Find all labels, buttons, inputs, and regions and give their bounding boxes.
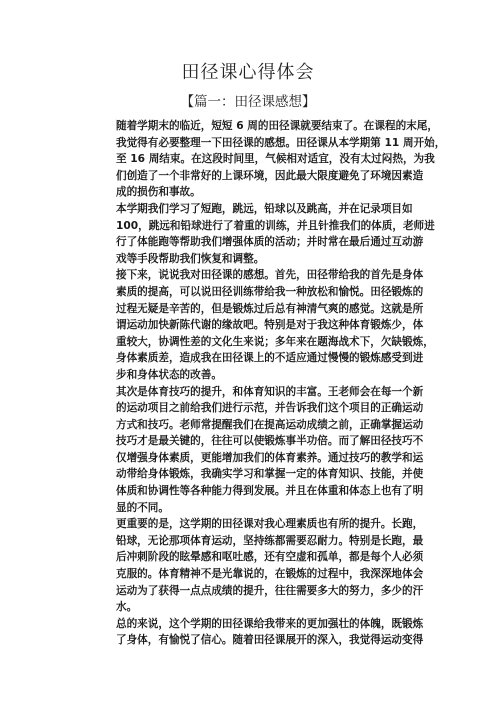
body-text-line: 100，跳远和铅球进行了着重的训练，并且针推我们的体质，老师进 [116, 219, 435, 232]
document-body [116, 118, 476, 649]
body-text-line: 动带给身体锻炼，我确实学习和掌握一定的体育知识、技能，并使 [116, 468, 424, 481]
body-text-line: 本学期我们学习了短跑，跳远，铅球以及跳高，并在记录项目如 [116, 202, 413, 215]
body-text-line: 至 16 周结束。在这段时间里，气候相对适宜，没有太过闷热，为我 [116, 153, 435, 166]
body-text-line: 其次是体育技巧的提升，和体育知识的丰富。王老师会在每一个新 [116, 385, 424, 398]
body-text-line: 铅球，无论那项体育运动，坚持练都需要忍耐力。特别是长跑，最 [116, 534, 424, 547]
body-text-line: 仅增强身体素质，更能增加我们的体育素养。通过技巧的教学和运 [116, 451, 424, 464]
body-text-line: 方式和技巧。老师常提醒我们在提高运动成绩之前，正确掌握运动 [116, 418, 424, 431]
body-text-line: 总的来说，这个学期的田径课给我带来的更加强壮的体魄，既锻炼 [116, 617, 424, 630]
document-subtitle: 【篇一：田径课感想】 [180, 94, 316, 110]
body-text-line: 克服的。体育精神不是光靠说的，在锻炼的过程中，我深深地体会 [116, 568, 424, 581]
body-text-line: 接下来，说说我对田径课的感想。首先，田径带给我的首先是身体 [116, 269, 424, 282]
body-text-line: 技巧才是最关键的，往往可以使锻炼事半功倍。而了解田径技巧不 [116, 435, 424, 448]
body-text-line: 更重要的是，这学期的田径课对我心理素质也有所的提升。长跑， [116, 518, 424, 531]
body-text-line: 过程无疑是辛苦的，但是锻炼过后总有神清气爽的感觉。这就是所 [116, 302, 424, 315]
document-title: 田径课心得体会 [181, 62, 315, 83]
body-text-line: 重较大，协调性差的文化生来说；多年来在题海战术下，欠缺锻炼， [116, 335, 434, 348]
body-text-line: 运动为了获得一点点成绩的提升，往往需要多大的努力，多少的汗 [116, 584, 424, 597]
body-text-line: 身体素质差，造成我在田径课上的不适应通过慢慢的锻炼感受到进 [116, 352, 424, 365]
body-text-line: 谓运动加快新陈代谢的缘故吧。特别是对于我这种体育锻炼少，体 [116, 319, 424, 332]
body-text-line: 们创造了一个非常好的上课环境，因此最大限度避免了环境因素造 [116, 169, 424, 182]
body-text-line: 随着学期末的临近，短短 6 周的田径课就要结束了。在课程的末尾， [116, 120, 438, 132]
body-text-line: 水。 [116, 601, 138, 614]
body-text-line: 行了体能跑等帮助我们增强体质的活动；并时常在最后通过互动游 [116, 236, 424, 249]
body-text-line: 了身体，有愉悦了信心。随着田径课展开的深入，我觉得运动变得 [116, 634, 424, 647]
body-text-line: 我觉得有必要整理一下田径课的感想。田径课从本学期第 11 周开始， [116, 136, 446, 149]
body-text-line: 戏等手段帮助我们恢复和调整。 [116, 252, 265, 265]
body-text-line: 的运动项目之前给我们进行示范，并告诉我们这个项目的正确运动 [116, 402, 424, 415]
body-text-line: 后冲刺阶段的眩晕感和呕吐感，还有空虚和孤单，都是每个人必须 [116, 551, 424, 564]
body-text-line: 素质的提高，可以说田径训练带给我一种放松和愉悦。田径锻炼的 [116, 285, 424, 298]
body-text-line: 步和身体状态的改善。 [116, 368, 222, 381]
body-text-line: 体质和协调性等各种能力得到发展。并且在体重和体态上也有了明 [116, 485, 424, 498]
body-text-line: 成的损伤和事故。 [116, 186, 201, 199]
body-text-line: 显的不同。 [116, 501, 169, 514]
